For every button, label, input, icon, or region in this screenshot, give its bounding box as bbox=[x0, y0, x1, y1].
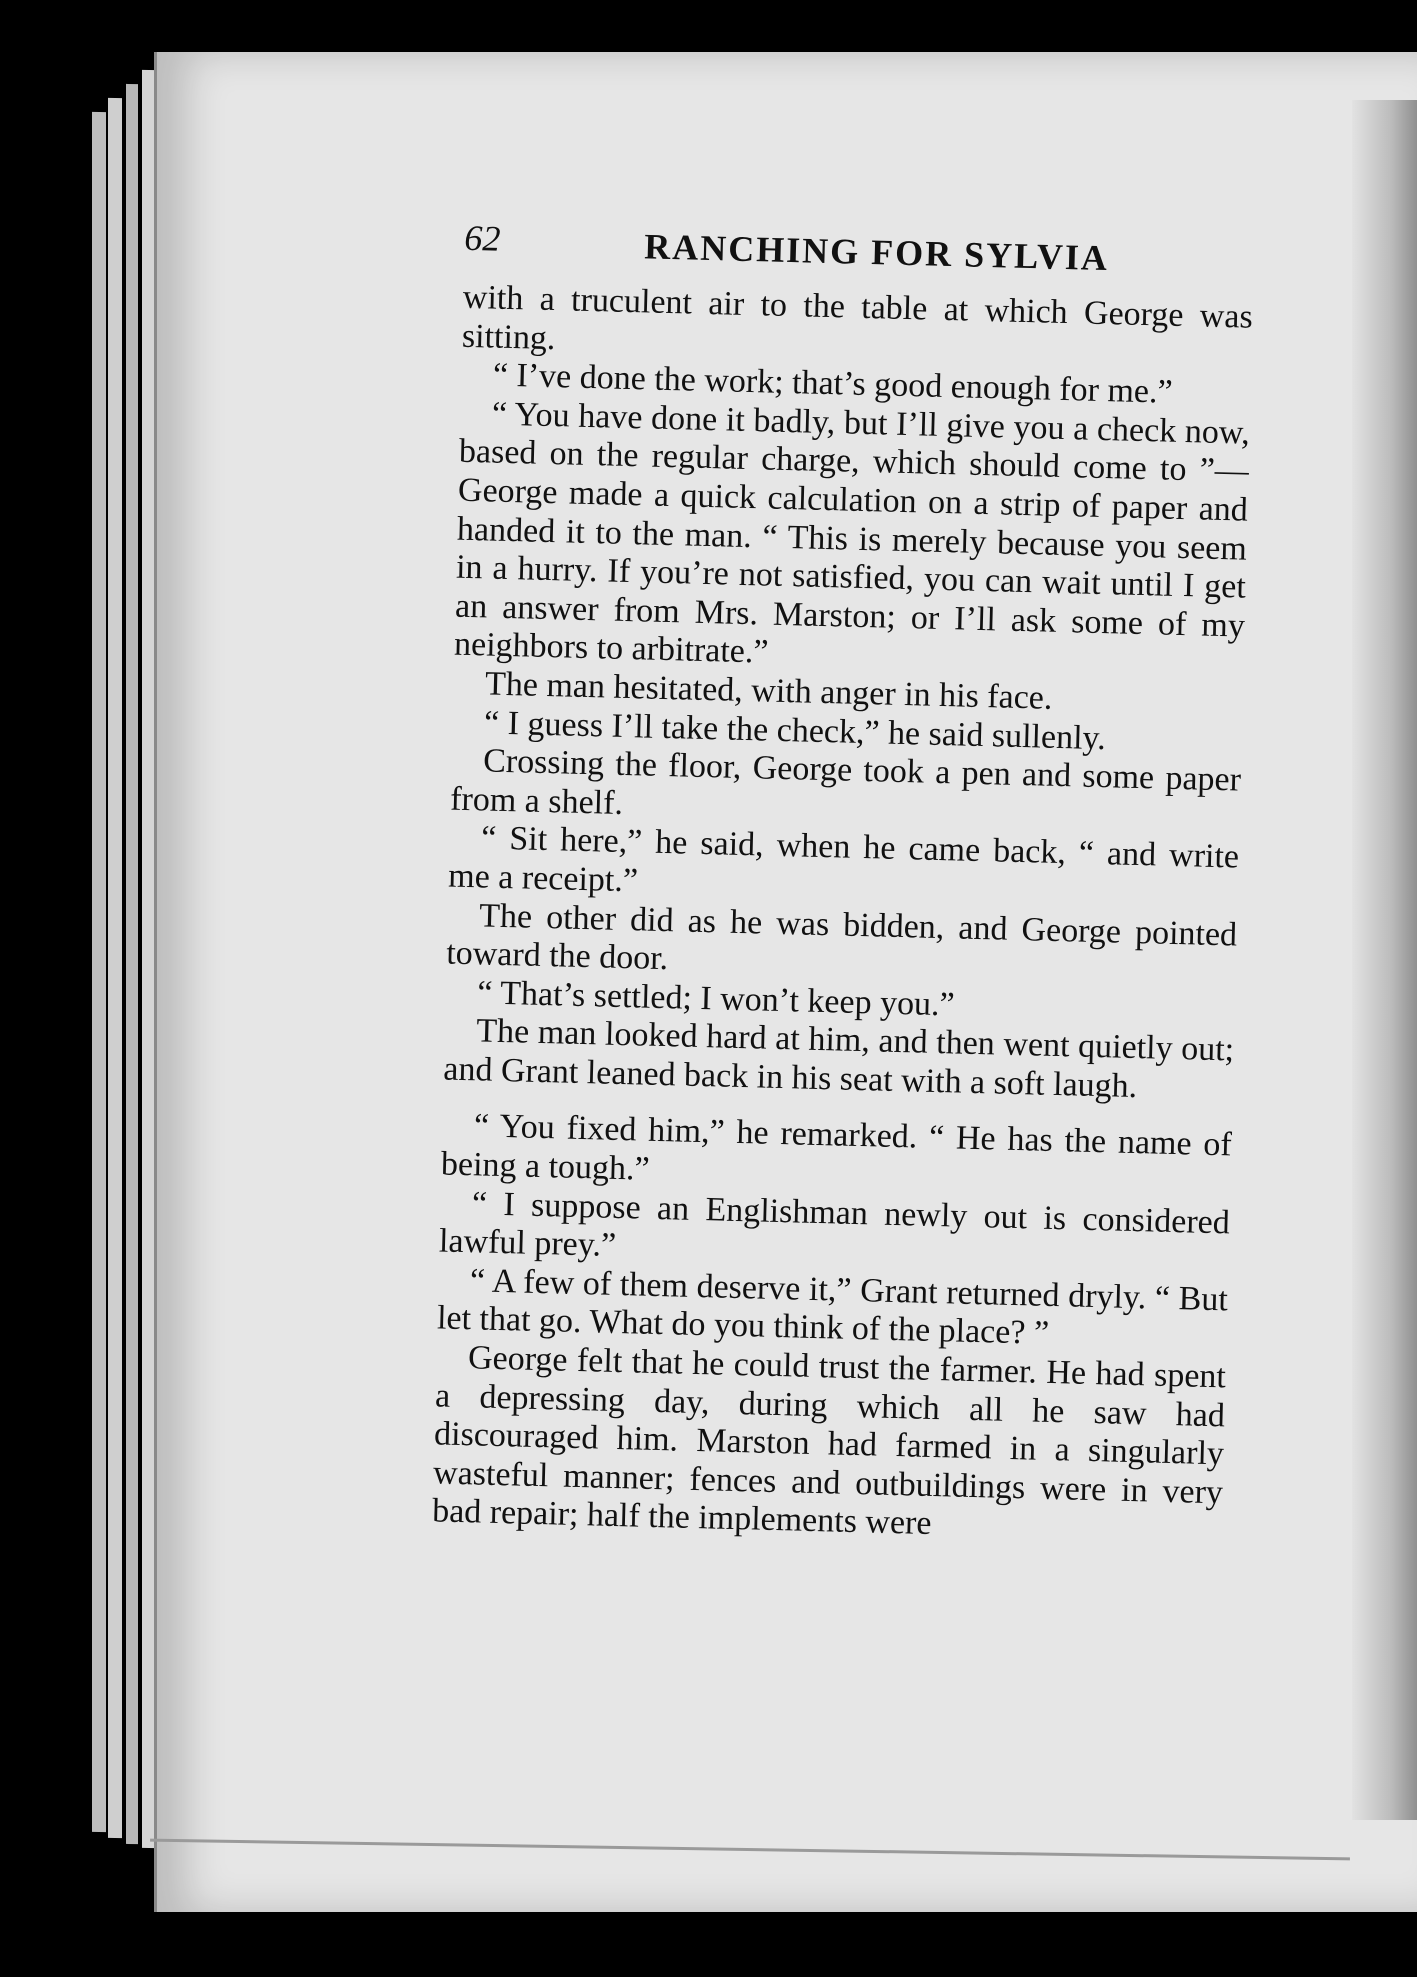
printed-text-block bbox=[362, 215, 1255, 1551]
page-number: 62 bbox=[463, 217, 501, 259]
page-edge bbox=[92, 112, 106, 1832]
paragraph: George felt that he could trust the farmer. He had spent a depressing day, during which all he saw had discouraged him. Marston had farmed in a singularly wasteful manner; fences and outbuildings were in very bad repair; half the implements were bbox=[431, 1339, 1227, 1543]
paragraph: “ Sit here,” he said, when he came back, “ and write me a receipt.” bbox=[447, 819, 1240, 900]
paragraph: “ I’ve done the work; that’s good enough for me.” bbox=[492, 356, 1174, 411]
paragraph: “ You have done it badly, but I’ll give you a check now, based on the regular charge, which should come to ”— George made a quick calculation on a strip of paper and handed it to the man. “ This is merely because you seem in a hurry. If you’re not satisfied, you can wait until I get an answer from Mrs. Marston; or I’ll ask some of my neighbors to arbitrate.” bbox=[453, 395, 1251, 671]
paragraph: “ A few of them deserve it,” Grant returned dryly. “ But let that go. What do you think of the place? ” bbox=[436, 1262, 1229, 1353]
paragraph: “ I guess I’ll take the check,” he said sullenly. bbox=[483, 703, 1107, 757]
page-edge bbox=[108, 98, 122, 1838]
paragraph: “ That’s settled; I won’t keep you.” bbox=[476, 974, 956, 1024]
paragraph: The other did as he was bidden, and George pointed toward the door. bbox=[445, 896, 1238, 978]
paragraph: The man hesitated, with anger in his face. bbox=[484, 665, 1053, 717]
running-title: RANCHING FOR SYLVIA bbox=[643, 226, 1110, 279]
body-text bbox=[362, 277, 1253, 1551]
paragraph: with a truculent air to the table at which George was sitting. bbox=[461, 278, 1254, 357]
paragraph: The man looked hard at him, and then went quietly out; and Grant leaned back in his seat with a soft laugh. bbox=[442, 1012, 1235, 1105]
paragraph: “ You fixed him,” he remarked. “ He has the name of being a tough.” bbox=[440, 1107, 1233, 1188]
page-edge bbox=[126, 84, 138, 1844]
book-gutter-shadow bbox=[1352, 100, 1417, 1820]
paragraph: “ I suppose an Englishman newly out is considered lawful prey.” bbox=[438, 1184, 1231, 1265]
paragraph: Crossing the floor, George took a pen and some paper from a shelf. bbox=[449, 742, 1242, 822]
